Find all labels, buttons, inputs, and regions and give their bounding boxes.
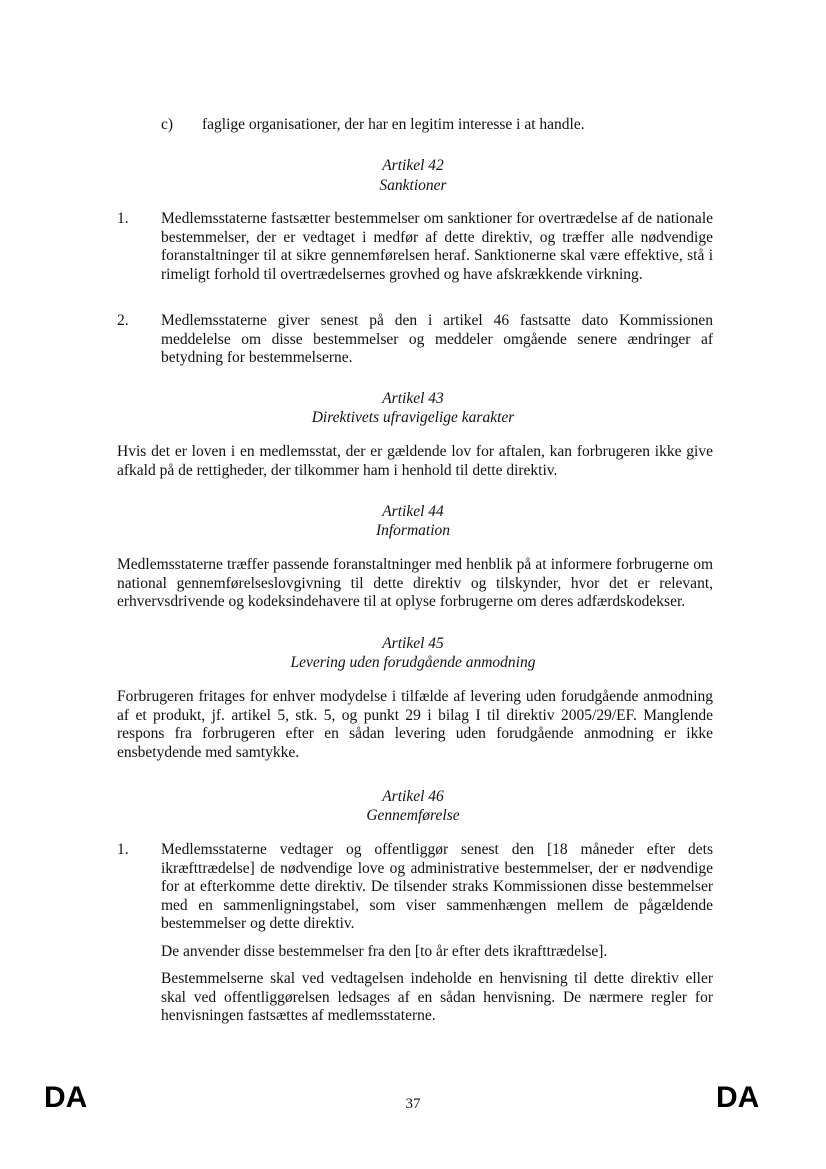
article-45-title: Levering uden forudgående anmodning [290, 654, 536, 671]
article-43-text: Hvis det er loven i en medlemsstat, der er gældende lov for aftalen, kan forbrugeren ikke give afkald på de rettigheder, der tilkommer ham i henhold til dette direktiv. [117, 443, 713, 479]
article-45-text: Forbrugeren fritages for enhver modydelse i tilfælde af levering uden forudgående anmodning af et produkt, jf. artikel 5, stk. 5, og punkt 29 i bilag I til direktiv 2005/29/EF. Manglende respons fra forbrugeren efter en sådan levering uden forudgående anmodning er ikke ensbetydende med samtykke. [117, 688, 713, 761]
list-marker-c: c) [161, 116, 174, 133]
list-item-c-text: faglige organisationer, der har en legitim interesse i at handle. [202, 116, 585, 133]
article-46-paragraph-2: De anvender disse bestemmelser fra den [to år efter dets ikrafttrædelse]. [161, 943, 608, 960]
article-44-title: Information [375, 522, 451, 539]
article-44-text: Medlemsstaterne træffer passende foranstaltninger med henblik på at informere forbrugerne om national gennemførelseslovgivning til dette direktiv og tilskynder, hvor det er relevant, erhvervsdrivende og kodeksindehavere til at oplyse forbrugerne om deres adfærdskodekser. [117, 556, 713, 610]
article-42-title: Sanktioner [379, 177, 447, 194]
language-marker-right: DA [716, 1081, 760, 1114]
article-46-heading: Artikel 46 [382, 788, 444, 805]
article-43-heading: Artikel 43 [382, 390, 444, 407]
article-46-title: Gennemførelse [366, 807, 460, 824]
article-46-paragraph-3: Bestemmelserne skal ved vedtagelsen indeholde en henvisning til dette direktiv eller skal ved offentliggørelsen ledsages af en sådan henvisning. De nærmere regler for henvisningen fastsættes af medlemsstaterne. [161, 970, 713, 1024]
article-45-heading: Artikel 45 [382, 635, 444, 652]
article-42-heading: Artikel 42 [382, 157, 444, 174]
language-marker-left: DA [44, 1081, 88, 1114]
article-42-item-2-text: Medlemsstaterne giver senest på den i artikel 46 fastsatte dato Kommissionen meddelelse om disse bestemmelser og meddeler omgående senere ændringer af betydning for bestemmelserne. [161, 312, 713, 366]
article-42-item-1-text: Medlemsstaterne fastsætter bestemmelser om sanktioner for overtrædelse af de nationale bestemmelser, der er vedtaget i medfør af dette direktiv, og træffer alle nødvendige foranstaltninger til at sikre gennemførelsen heraf. Sanktionerne skal være effektive, stå i rimeligt forhold til overtrædelsernes grovhed og have afskrækkende virkning. [161, 210, 713, 283]
page-number: 37 [405, 1096, 421, 1112]
article-46-item-1-number: 1. [117, 841, 129, 858]
article-43-title: Direktivets ufravigelige karakter [311, 409, 515, 426]
article-42-item-2-number: 2. [117, 312, 129, 329]
article-42-item-1-number: 1. [117, 210, 129, 227]
article-44-heading: Artikel 44 [382, 503, 444, 520]
article-46-paragraph-1: Medlemsstaterne vedtager og offentliggør senest den [18 måneder efter dets ikræfttrædelse] de nødvendige love og administrative bestemmelser, der er nødvendige for at efterkomme dette direktiv. De tilsender straks Kommissionen disse bestemmelser med en sammenligningstabel, som viser sammenhængen mellem de pågældende bestemmelser og dette direktiv. [161, 841, 713, 932]
